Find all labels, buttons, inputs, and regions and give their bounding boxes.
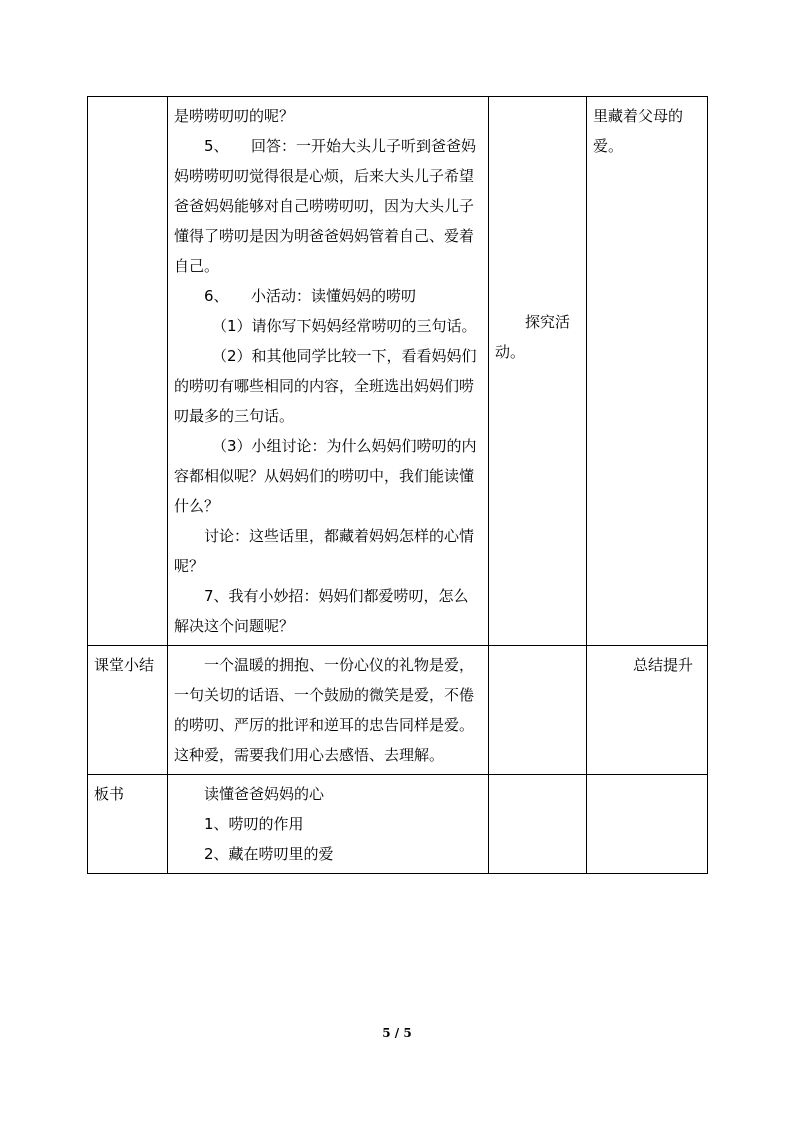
content-line: 6、 小活动：读懂妈妈的唠叨 (204, 287, 417, 305)
content-line: （1）请你写下妈妈经常唠叨的三句话。 (212, 317, 477, 335)
row-label-cell: 板书 (88, 775, 168, 874)
blackboard-line: 1、唠叨的作用 (204, 815, 304, 833)
student-activity-cell (489, 775, 587, 874)
design-intent-cell: 总结提升 (587, 646, 708, 775)
table-row (88, 775, 708, 874)
content-line: 7、我有小妙招：妈妈们都爱唠叨，怎么解决这个问题呢？ (174, 587, 469, 635)
blackboard-line: 2、藏在唠叨里的爱 (204, 845, 334, 863)
activity-text: 动。 (495, 343, 526, 361)
content-line: （2）和其他同学比较一下，看看妈妈们的唠叨有哪些相同的内容，全班选出妈妈们唠叨最多的三句话。 (174, 347, 477, 425)
lesson-plan-table (87, 96, 708, 874)
activity-text: 探究活 (525, 313, 571, 331)
design-intent-cell (587, 775, 708, 874)
content-line: （3）小组讨论：为什么妈妈们唠叨的内容都相似呢？从妈妈们的唠叨中，我们能读懂什么？ (174, 437, 477, 515)
blackboard-line: 读懂爸爸妈妈的心 (204, 785, 325, 803)
summary-text: 一个温暖的拥抱、一份心仪的礼物是爱，一句关切的话语、一个鼓励的微笑是爱，不倦的唠叨、严厉的批评和逆耳的忠告同样是爱。这种爱，需要我们用心去感悟、去理解。 (174, 656, 475, 764)
table-row (88, 97, 708, 646)
page-number: 5 / 5 (382, 1026, 412, 1040)
student-activity-cell (489, 97, 587, 646)
design-intent-cell: 里藏着父母的爱。 (587, 97, 708, 646)
teaching-content-cell (168, 97, 489, 646)
table-row (88, 646, 708, 775)
blackboard-cell (168, 775, 489, 874)
content-line: 5、 回答：一开始大头儿子听到爸爸妈妈唠唠叨叨觉得很是心烦，后来大头儿子希望爸爸妈妈能够对自己唠唠叨叨，因为大头儿子懂得了唠叨是因为明爸爸妈妈管着自己、爱着自己。 (174, 137, 477, 275)
row-label-cell: 课堂小结 (88, 646, 168, 775)
summary-content-cell (168, 646, 489, 775)
content-line: 是唠唠叨叨的呢？ (174, 107, 295, 125)
row-label-cell (88, 97, 168, 646)
content-line: 讨论：这些话里，都藏着妈妈怎样的心情呢？ (174, 527, 475, 575)
student-activity-cell (489, 646, 587, 775)
